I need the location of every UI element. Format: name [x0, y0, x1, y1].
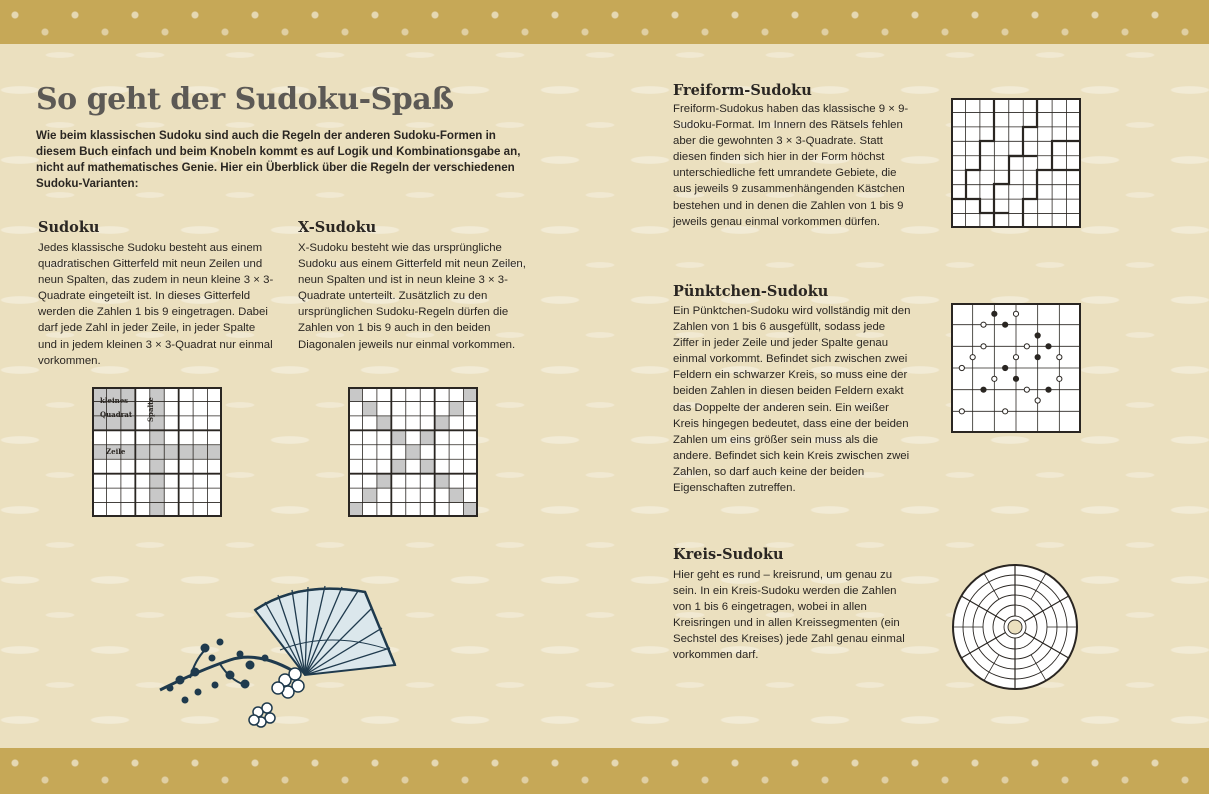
black-dot [1003, 322, 1008, 327]
white-dot [992, 376, 997, 381]
circle-center [1008, 620, 1022, 634]
diagonal-cell [420, 459, 434, 473]
white-dot [1013, 355, 1018, 360]
diagonal-cell [464, 387, 478, 401]
diagonal-cell [348, 503, 362, 517]
puenktchen-example-grid [951, 303, 1081, 433]
diagonal-cell [362, 401, 376, 415]
freiform-example-grid [951, 98, 1081, 228]
grid-border [952, 99, 1080, 227]
diagonal-cell [377, 474, 391, 488]
intro-paragraph: Wie beim klassischen Sudoku sind auch die Regeln der anderen Sudoku-Formen in diesem Buch einfach und beim Knobeln kommt es auf Logik und Kombinationsgabe an, nicht auf mathematisches Genie. Hier ein Überblick über die Regeln der verschiedenen Sudoku-Varianten: [36, 129, 521, 190]
white-dot [981, 322, 986, 327]
diagonal-highlights [348, 387, 478, 517]
diagonal-cell [435, 474, 449, 488]
section-title-x-sudoku: X-Sudoku [298, 219, 377, 236]
x-sudoku-example-grid [348, 387, 478, 517]
diagonal-cell [435, 416, 449, 430]
blossom-flower-icon [249, 668, 304, 727]
circle-rings-and-segments [953, 565, 1077, 689]
section-title-puenktchen: Pünktchen-Sudoku [673, 283, 829, 300]
grid-lines [952, 99, 1080, 227]
white-dot [1013, 311, 1018, 316]
black-dot [1046, 344, 1051, 349]
black-dot [992, 311, 997, 316]
section-text-sudoku: Jedes klassische Sudoku besteht aus einem quadratischen Gitterfeld mit neun Zeilen und neun Spalten, das zudem in neun kleine 3 × 3-Quadrate eingeteilt ist. In dieses Gitterfeld werden die Zahlen 1 bis 9 eingetragen. Dabei darf jede Zahl in jeder Zeile, in jeder Spalte und in jedem kleinen 3 × 3-Quadrat nur einmal vorkommen. [38, 242, 274, 367]
decorative-band-bottom [0, 748, 1209, 794]
white-dot [1057, 355, 1062, 360]
section-title-kreis: Kreis-Sudoku [673, 546, 784, 563]
black-dot [1046, 387, 1051, 392]
white-dot [1003, 409, 1008, 414]
black-dot [1003, 365, 1008, 370]
black-dot [1035, 355, 1040, 360]
diagonal-cell [391, 459, 405, 473]
diagonal-cell [377, 416, 391, 430]
kreis-example-grid [951, 563, 1079, 691]
section-title-sudoku: Sudoku [38, 219, 100, 236]
diagonal-cell [362, 488, 376, 502]
white-dot [1024, 344, 1029, 349]
label-zeile: Zeile [106, 447, 126, 456]
label-spalte: Spalte [146, 397, 155, 422]
section-text-x-sudoku: X-Sudoku besteht wie das ursprüngliche Sudoku aus einem Gitterfeld mit neun Zeilen, neun Spalten und ist in neun kleine 3 × 3-Quadrate unterteilt. Zusätzlich zu den ursprünglichen Sudoku-Regeln dürfen die Zahlen von 1 bis 9 auch in den beiden Diagonalen jeweils nur einmal vorkommen. [298, 242, 526, 351]
black-dot [1013, 376, 1018, 381]
grid-lines [952, 304, 1080, 432]
diagonal-cell [464, 503, 478, 517]
diagonal-cell [391, 430, 405, 444]
diagonal-cell [420, 430, 434, 444]
sudoku-example-grid [92, 387, 222, 517]
white-dot [970, 355, 975, 360]
section-title-freiform: Freiform-Sudoku [673, 82, 812, 99]
fan-illustration [150, 580, 435, 730]
white-dot [1024, 387, 1029, 392]
label-quadrat: Quadrat [100, 410, 133, 419]
diagonal-cell [348, 387, 362, 401]
label-kleines: kleines [100, 396, 129, 405]
white-dot [959, 365, 964, 370]
decorative-band-top [0, 0, 1209, 44]
page-title: So geht der Sudoku-Spaß [36, 82, 454, 117]
black-dot [1035, 333, 1040, 338]
black-dot [981, 387, 986, 392]
diagonal-cell [449, 488, 463, 502]
highlight-square [92, 387, 135, 430]
white-dot [981, 344, 986, 349]
white-dot [959, 409, 964, 414]
section-text-kreis: Hier geht es rund – kreisrund, um genau zu sein. In ein Kreis-Sudoku werden die Zahlen von 1 bis 6 eingetragen, wobei in allen Kreisringen und in allen Kreissegmenten (ein Sechstel des Kreises) jede Zahl genau einmal vorkommen darf. [673, 569, 905, 662]
diagonal-cell [406, 445, 420, 459]
section-text-puenktchen: Ein Pünktchen-Sudoku wird vollständig mit den Zahlen von 1 bis 6 ausgefüllt, sodass jede Ziffer in jeder Zeile und jeder Spalte genau einmal vorkommt. Befindet sich zwischen zwei Feldern ein schwarzer Kreis, so muss eine der beiden Zahlen in diesen beiden Feldern exakt das Doppelte der anderen sein. Ein weißer Kreis hingegen bedeutet, dass eine der beiden Zahlen um eins größer sein muss als die andere. Befindet sich kein Kreis zwischen zwei Zahlen, so darf auch keine der beiden Eigenschaften zutreffen. [673, 305, 911, 495]
white-dot [1057, 376, 1062, 381]
section-text-freiform: Freiform-Sudokus haben das klassische 9 × 9-Sudoku-Format. Im Innern des Rätsels fehlen aber die gewohnten 3 × 3-Quadrate. Statt diesen finden sich hier in der Form höchst unterschiedliche fett umrandete Gebiete, die aus jeweils 9 zusammenhängenden Kästchen bestehen und in denen die Zahlen von 1 bis 9 jeweils genau einmal vorkommen dürfen. [673, 103, 909, 228]
diagonal-cell [449, 401, 463, 415]
white-dot [1035, 398, 1040, 403]
